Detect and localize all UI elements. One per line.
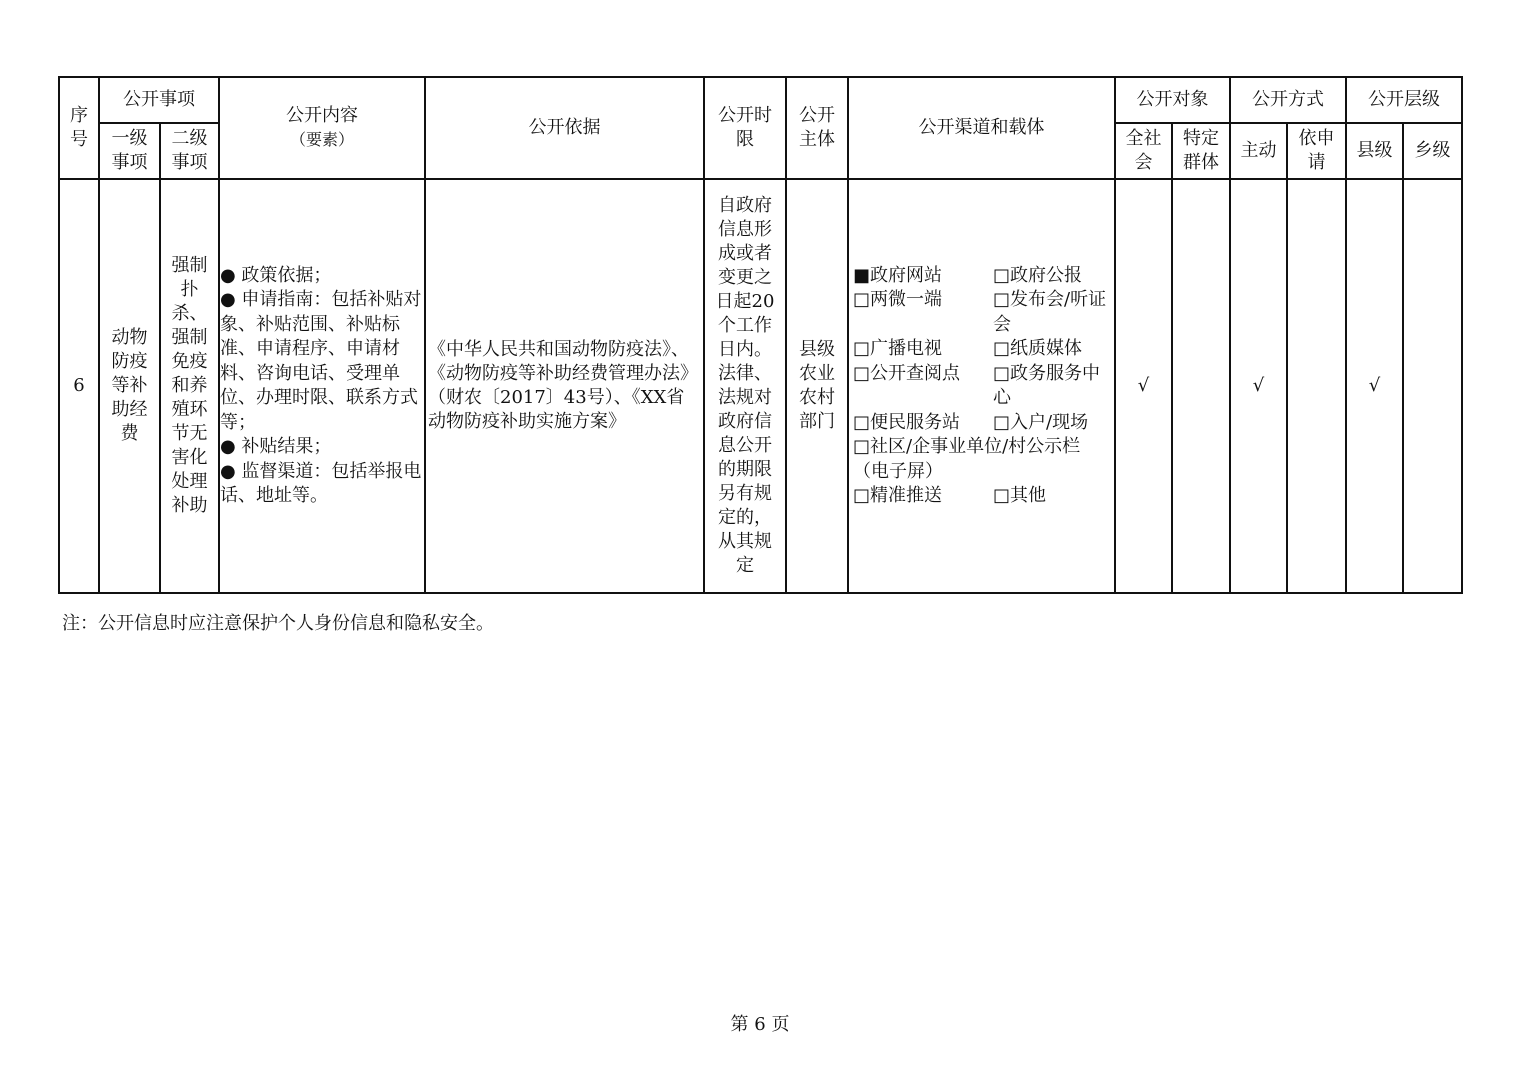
channel-reading-point: □公开查阅点 xyxy=(853,362,961,384)
cell-content xyxy=(219,179,425,593)
channel-other: □其他 xyxy=(993,485,1047,506)
cell-method-request xyxy=(1287,179,1346,593)
cell-seq: 6 xyxy=(59,179,99,593)
content-item-policy: ● 政策依据； xyxy=(220,264,332,286)
header-method-request: 依申请 xyxy=(1287,123,1346,179)
header-level2: 二级事项 xyxy=(160,123,219,179)
cell-level1: 动物防疫等补助经费 xyxy=(99,179,160,593)
channel-precise-push: □精准推送 xyxy=(853,485,943,506)
channel-service-station: □便民服务站 xyxy=(853,411,961,433)
header-audience-all: 全社会 xyxy=(1115,123,1172,179)
channel-door-to-door: □入户/现场 xyxy=(993,411,1089,433)
content-item-result: ● 补贴结果； xyxy=(220,436,332,457)
header-seq: 序号 xyxy=(59,77,99,179)
cell-basis: 《中华人民共和国动物防疫法》、《动物防疫等补助经费管理办法》（财农〔2017〕43号）、《XX省动物防疫补助实施方案》 xyxy=(425,179,704,593)
header-level-county: 县级 xyxy=(1346,123,1403,179)
channel-wechat-weibo-app: □两微一端 xyxy=(853,289,943,310)
header-content-title: 公开内容 xyxy=(286,105,358,126)
header-method-group: 公开方式 xyxy=(1230,77,1346,123)
channel-press-hearing: □发布会/听证会 xyxy=(993,289,1107,335)
header-time-limit: 公开时限 xyxy=(704,77,786,179)
channel-bulletin-board: □社区/企事业单位/村公示栏（电子屏） xyxy=(853,436,1081,482)
cell-subject: 县级农业农村部门 xyxy=(786,179,848,593)
channel-radio-tv: □广播电视 xyxy=(853,338,943,359)
channel-print-media: □纸质媒体 xyxy=(993,338,1083,359)
header-subject: 公开主体 xyxy=(786,77,848,179)
table-row xyxy=(59,179,1462,593)
header-item-group: 公开事项 xyxy=(99,77,219,123)
header-content-sub: （要素） xyxy=(289,130,354,149)
page-number: 第 6 页 xyxy=(730,1014,790,1035)
header-basis: 公开依据 xyxy=(425,77,704,179)
cell-audience-specific xyxy=(1172,179,1230,593)
header-level1: 一级事项 xyxy=(99,123,160,179)
content-item-supervision: ● 监督渠道：包括举报电话、地址等。 xyxy=(220,460,422,506)
header-method-active: 主动 xyxy=(1230,123,1287,179)
channel-service-center: □政务服务中心 xyxy=(993,362,1101,408)
cell-level2: 强制扑杀、强制免疫和养殖环节无害化处理补助 xyxy=(160,179,219,593)
channel-gov-website: ■政府网站 xyxy=(853,264,943,286)
cell-time-limit: 自政府信息形成或者变更之日起20个工作日内。法律、法规对政府信息公开的期限另有规定的，从其规定 xyxy=(704,179,786,593)
cell-channels xyxy=(848,179,1115,593)
content-item-guide: ● 申请指南：包括补贴对象、补贴范围、补贴标准、申请程序、申请材料、咨询电话、受理单位、办理时限、联系方式等； xyxy=(220,289,422,433)
disclosure-table xyxy=(58,76,1463,594)
header-channels: 公开渠道和载体 xyxy=(848,77,1115,179)
channel-gov-gazette: □政府公报 xyxy=(993,264,1083,286)
header-content xyxy=(219,77,425,179)
header-level-group: 公开层级 xyxy=(1346,77,1462,123)
header-audience-group: 公开对象 xyxy=(1115,77,1230,123)
table-note: 注：公开信息时应注意保护个人身份信息和隐私安全。 xyxy=(62,613,494,634)
cell-method-active: √ xyxy=(1230,179,1287,593)
header-level-township: 乡级 xyxy=(1403,123,1462,179)
cell-level-county: √ xyxy=(1346,179,1403,593)
header-audience-specific: 特定群体 xyxy=(1172,123,1230,179)
cell-level-township xyxy=(1403,179,1462,593)
cell-audience-all: √ xyxy=(1115,179,1172,593)
